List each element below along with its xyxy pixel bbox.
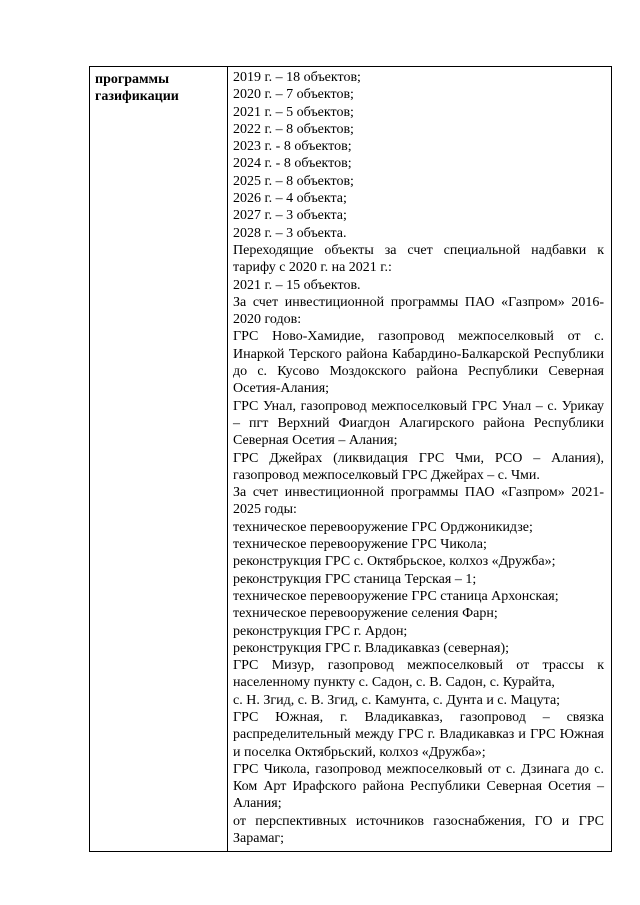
year-entry: 2027 г. – 3 объекта; xyxy=(233,208,347,224)
left-cell-line: газификации xyxy=(95,89,179,104)
paragraph: За счет инвестиционной программы ПАО «Газпром» 2021-2025 годы: xyxy=(233,485,604,518)
year-entry: 2022 г. – 8 объектов; xyxy=(233,121,354,137)
paragraph: ГРС Ново-Хамидие, газопровод межпоселковый от с. Инаркой Терского района Кабардино-Балкарской Республики до с. Кусово Моздокского района Республики Северная Осетия-Алания; xyxy=(233,329,604,397)
left-cell xyxy=(95,71,223,105)
paragraph: За счет инвестиционной программы ПАО «Газпром» 2016-2020 годов: xyxy=(233,294,604,328)
list-item: реконструкция ГРС с. Октябрьское, колхоз «Дружба»; xyxy=(233,554,556,570)
left-cell-line: программы xyxy=(95,72,169,87)
list-item: техническое перевооружение селения Фарн; xyxy=(233,606,498,622)
list-item: с. Н. Згид, с. В. Згид, с. Камунта, с. Дунта и с. Мацута; xyxy=(233,692,561,708)
year-entry: 2026 г. – 4 объекта; xyxy=(233,191,347,207)
column-divider xyxy=(227,67,228,851)
year-entry: 2019 г. – 18 объектов; xyxy=(233,70,361,85)
paragraph: ГРС Южная, г. Владикавказ, газопровод – связка распределительный между ГРС г. Владикавказ и ГРС Южная и поселка Октябрьский, колхоз «Дружба»; xyxy=(233,709,604,760)
list-item: техническое перевооружение ГРС Орджоникидзе; xyxy=(233,519,533,535)
year-entry: 2020 г. – 7 объектов; xyxy=(233,87,354,103)
table xyxy=(89,66,612,852)
year-entry: 2021 г. – 15 объектов. xyxy=(233,277,361,293)
paragraph: ГРС Унал, газопровод межпоселковый ГРС Унал – с. Урикау – пгт Верхний Фиагдон Алагирского района Республики Северная Осетия – Алания; xyxy=(233,398,604,449)
paragraph: ГРС Чикола, газопровод межпоселковый от с. Дзинага до с. Ком Арт Ирафского района Республики Северная Осетия – Алания; xyxy=(233,761,604,812)
list-item: реконструкция ГРС г. Ардон; xyxy=(233,623,408,639)
year-entry: 2025 г. – 8 объектов; xyxy=(233,173,354,189)
right-cell xyxy=(233,69,604,847)
year-entry: 2021 г. – 5 объектов; xyxy=(233,104,354,120)
paragraph: ГРС Джейрах (ликвидация ГРС Чми, РСО – Алания), газопровод межпоселковый ГРС Джейрах – с. Чми. xyxy=(233,450,604,483)
paragraph: Переходящие объекты за счет специальной надбавки к тарифу с 2020 г. на 2021 г.: xyxy=(233,242,604,276)
list-item: реконструкция ГРС станица Терская – 1; xyxy=(233,571,477,587)
list-item: реконструкция ГРС г. Владикавказ (северная); xyxy=(233,640,509,656)
paragraph: от перспективных источников газоснабжения, ГО и ГРС Зарамаг; xyxy=(233,813,604,847)
list-item: техническое перевооружение ГРС Чикола; xyxy=(233,537,487,553)
year-entry: 2028 г. – 3 объекта. xyxy=(233,225,347,241)
year-entry: 2024 г. - 8 объектов; xyxy=(233,156,352,172)
paragraph: ГРС Мизур, газопровод межпоселковый от трассы к населенному пункту с. Садон, с. В. Садон, с. Курайта, xyxy=(233,658,604,691)
list-item: техническое перевооружение ГРС станица Архонская; xyxy=(233,588,559,604)
year-entry: 2023 г. - 8 объектов; xyxy=(233,139,352,155)
